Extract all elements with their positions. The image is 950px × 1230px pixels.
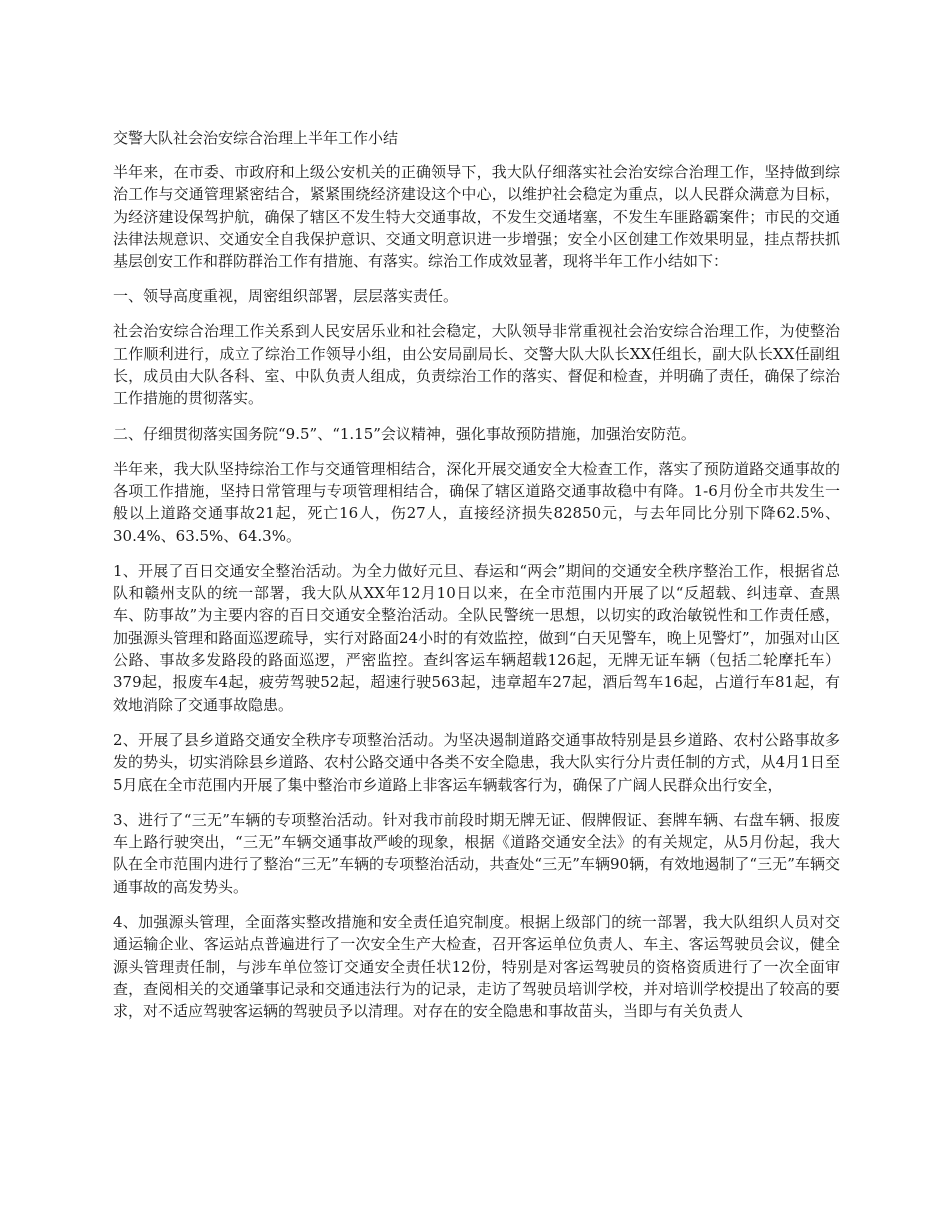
- section-2-paragraph: 半年来，我大队坚持综治工作与交通管理相结合，深化开展交通安全大检查工作，落实了预防道路交通事故的各项工作措施，坚持日常管理与专项管理相结合，确保了辖区道路交通事故稳中有降。1-6月份全市共发生一般以上道路交通事故21起，死亡16人，伤27人，直接经济损失82850元，与去年同比分别下降62.5%、30.4%、63.5%、64.3%。: [113, 459, 840, 545]
- intro-paragraph: 半年来，在市委、市政府和上级公安机关的正确领导下，我大队仔细落实社会治安综合治理工作，坚持做到综治工作与交通管理紧密结合，紧紧围绕经济建设这个中心，以维护社会稳定为重点，以人民群众满意为目标，为经济建设保驾护航，确保了辖区不发生特大交通事故，不发生交通堵塞，不发生车匪路霸案件；市民的交通法律法规意识、交通安全自我保护意识、交通文明意识进一步增强；安全小区创建工作效果明显，挂点帮扶抓基层创安工作和群防群治工作有措施、有落实。综治工作成效显著，现将半年工作小结如下：: [113, 163, 840, 271]
- document-page: [113, 127, 840, 1036]
- section-heading-2: 二、仔细贯彻落实国务院“9.5”、“1.15”会议精神，强化事故预防措施，加强治安防范。: [113, 424, 696, 443]
- item-1-paragraph: 1、开展了百日交通安全整治活动。为全力做好元旦、春运和“两会”期间的交通安全秩序整治工作，根据省总队和赣州支队的统一部署，我大队从XX年12月10日以来，在全市范围内开展了以“反超载、纠违章、查黑车、防事故”为主要内容的百日交通安全整治活动。全队民警统一思想，以切实的政治敏锐性和工作责任感，加强源头管理和路面巡逻疏导，实行对路面24小时的有效监控，做到“白天见警车，晚上见警灯”，加强对山区公路、事故多发路段的路面巡逻，严密监控。查纠客运车辆超载126起，无牌无证车辆（包括二轮摩托车）379起，报废车4起，疲劳驾驶52起，超速行驶563起，违章超车27起，酒后驾车16起，占道行车81起，有效地消除了交通事故隐患。: [113, 561, 840, 714]
- item-3-paragraph: 3、进行了“三无”车辆的专项整治活动。针对我市前段时期无牌无证、假牌假证、套牌车辆、右盘车辆、报废车上路行驶突出，“三无”车辆交通事故严峻的现象，根据《道路交通安全法》的有关规定，从5月份起，我大队在全市范围内进行了整治“三无”车辆的专项整治活动，共查处“三无”车辆90辆，有效地遏制了“三无”车辆交通事故的高发势头。: [113, 810, 840, 896]
- document-title: 交警大队社会治安综合治理上半年工作小结: [113, 129, 399, 147]
- section-1-paragraph: 社会治安综合治理工作关系到人民安居乐业和社会稳定，大队领导非常重视社会治安综合治理工作，为使整治工作顺利进行，成立了综治工作领导小组，由公安局副局长、交警大队大队长XX任组长，副大队长XX任副组长，成员由大队各科、室、中队负责人组成，负责综治工作的落实、督促和检查，并明确了责任，确保了综治工作措施的贯彻落实。: [113, 322, 840, 408]
- item-4-paragraph: 4、加强源头管理，全面落实整改措施和安全责任追究制度。根据上级部门的统一部署，我大队组织人员对交通运输企业、客运站点普遍进行了一次安全生产大检查，召开客运单位负责人、车主、客运驾驶员会议，健全源头管理责任制，与涉车单位签订交通安全责任状12份，特别是对客运驾驶员的资格资质进行了一次全面审查，查阅相关的交通肇事记录和交通违法行为的记录，走访了驾驶员培训学校，并对培训学校提出了较高的要求，对不适应驾驶客运辆的驾驶员予以清理。对存在的安全隐患和事故苗头，当即与有关负责人: [113, 913, 840, 1021]
- section-heading-1: 一、领导高度重视，周密组织部署，层层落实责任。: [113, 287, 459, 306]
- item-2-paragraph: 2、开展了县乡道路交通安全秩序专项整治活动。为坚决遏制道路交通事故特别是县乡道路、农村公路事故多发的势头，切实消除县乡道路、农村公路交通中各类不安全隐患，我大队实行分片责任制的方式，从4月1日至5月底在全市范围内开展了集中整治市乡道路上非客运车辆载客行为，确保了广阔人民群众出行安全，: [113, 730, 840, 794]
